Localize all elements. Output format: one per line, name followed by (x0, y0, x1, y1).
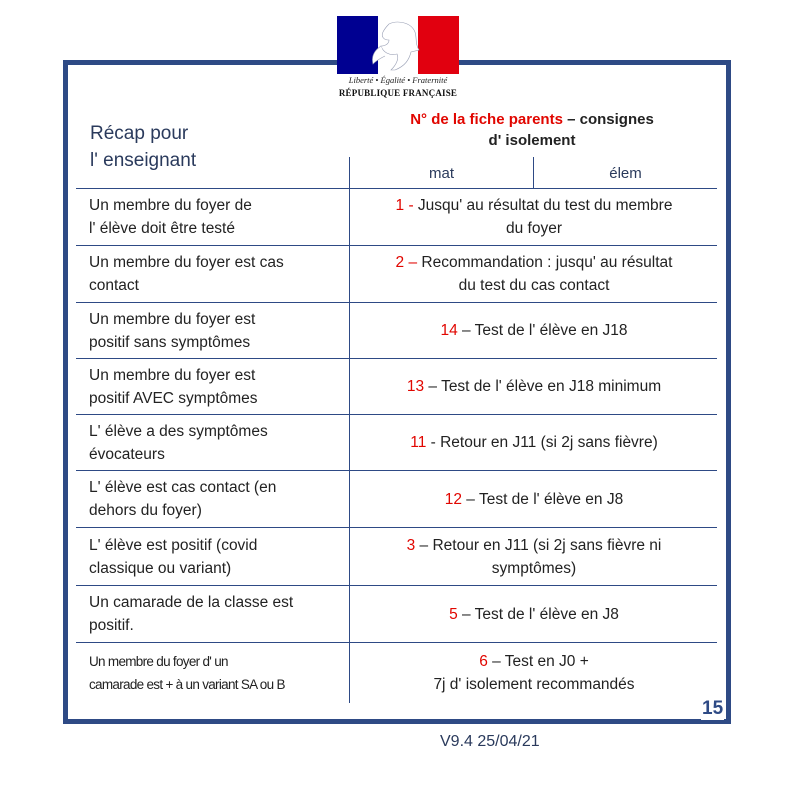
situation-line: positif sans symptômes (89, 333, 251, 351)
consigne-text: – Test de l' élève en J18 minimum (424, 378, 662, 395)
subcolumn-divider (533, 157, 534, 188)
situation-line: Un camarade de la classe est (89, 594, 294, 611)
table-row-consigne (352, 471, 716, 527)
table-row-consigne (352, 189, 716, 245)
table-row-consigne (352, 303, 716, 358)
situation-line: positif AVEC symptômes (89, 389, 258, 407)
consigne-text: – Test de l' élève en J8 (457, 605, 619, 623)
logo-motto: Liberté • Égalité • Fraternité (348, 75, 448, 85)
recap-title (90, 120, 196, 174)
consigne-text: du foyer (505, 220, 562, 237)
consigne-text: symptômes) (491, 559, 577, 577)
consigne-text: – Test de l' élève en J18 (457, 322, 628, 339)
table-row-consigne (352, 415, 716, 470)
fiche-number: 3 (406, 536, 416, 554)
situation-line: L' élève est cas contact (en (89, 479, 277, 496)
table-row-situation (89, 303, 344, 358)
table-row-situation (89, 189, 344, 245)
column-divider (349, 157, 350, 703)
fiche-number: 6 (479, 653, 488, 670)
marianne-flag-icon (337, 16, 459, 74)
fiche-number: 1 - (395, 197, 414, 214)
situation-line: positif. (89, 617, 134, 634)
recap-title-line-1: Récap pour (90, 123, 189, 144)
column-elem: élem (609, 165, 642, 182)
fiche-number: 11 (410, 434, 427, 451)
table-row-consigne (352, 528, 716, 585)
column-mat: mat (428, 165, 454, 182)
situation-line: l' élève doit être testé (89, 220, 235, 237)
consigne-text: – Test de l' élève en J8 (462, 490, 624, 508)
consigne-text: du test du cas contact (458, 277, 610, 294)
situation-line: Un membre du foyer d' un (89, 654, 228, 669)
consigne-text: – Test en J0 + (487, 653, 589, 670)
consigne-text: - Retour en J11 (si 2j sans fièvre) (426, 434, 658, 451)
situation-line: L' élève a des symptômes (89, 422, 268, 440)
consigne-text: 7j d' isolement recommandés (433, 676, 635, 693)
fiche-number: 2 – (395, 254, 418, 271)
recap-title-line-2: l' enseignant (90, 150, 197, 171)
consigne-text: Recommandation : jusqu' au résultat (417, 254, 673, 271)
situation-line: Un membre du foyer est (89, 310, 256, 328)
logo-name: RÉPUBLIQUE FRANÇAISE (338, 88, 458, 98)
situation-line: Un membre du foyer de (89, 197, 252, 214)
table-row-consigne (352, 586, 716, 642)
table-row-situation (89, 359, 344, 414)
table-row-situation (89, 246, 344, 302)
situation-line: camarade est + à un variant SA ou B (89, 677, 285, 692)
table-row-consigne (352, 359, 716, 414)
situation-line: dehors du foyer) (89, 502, 202, 519)
table-row-consigne (352, 246, 716, 302)
fiche-number: 12 (444, 490, 462, 508)
situation-line: Un membre du foyer est cas (89, 254, 284, 271)
fiche-number: 13 (406, 378, 425, 395)
situation-line: classique ou variant) (89, 559, 232, 577)
situation-line: L' élève est positif (covid (89, 536, 258, 554)
situation-line: contact (89, 277, 139, 294)
fiche-number: 5 (449, 605, 458, 623)
version-label: V9.4 25/04/21 (440, 733, 540, 750)
fiche-parents-label: N° de la fiche parents (410, 111, 563, 128)
isolement-label: d' isolement (488, 132, 576, 149)
table-row-situation (89, 643, 344, 703)
table-row-situation (89, 528, 344, 585)
page-number: 15 (702, 698, 724, 719)
republique-francaise-logo (337, 16, 459, 104)
fiche-number: 14 (440, 322, 458, 339)
situation-line: évocateurs (89, 445, 165, 463)
consignes-label: – consignes (562, 111, 654, 128)
column-header-title (352, 109, 712, 151)
table-row-situation (89, 471, 344, 527)
table-row-consigne (352, 643, 716, 703)
consigne-text: – Retour en J11 (si 2j sans fièvre ni (415, 536, 662, 554)
situation-line: Un membre du foyer est (89, 366, 256, 384)
table-row-situation (89, 586, 344, 642)
table-row-situation (89, 415, 344, 470)
consigne-text: Jusqu' au résultat du test du membre (413, 197, 673, 214)
